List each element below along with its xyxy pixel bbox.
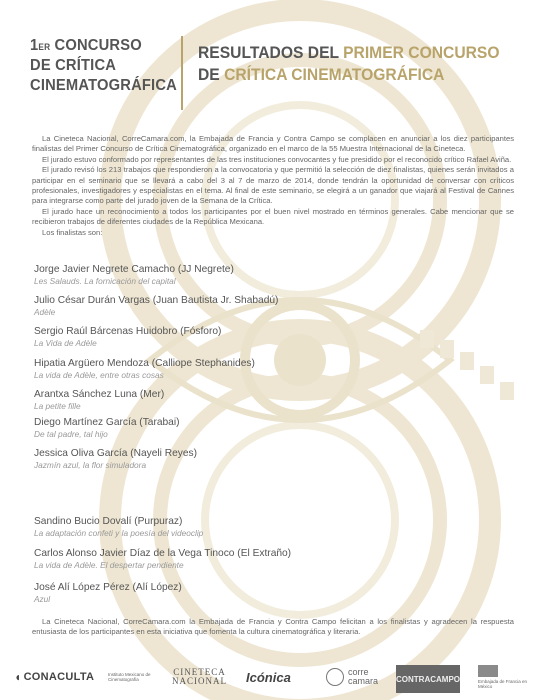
finalist-work-title: Azul [34, 594, 51, 604]
finalist-name: Diego Martínez García (Tarabai) [34, 417, 180, 428]
finalist-work-title: Jazmín azul, la flor simuladora [34, 460, 147, 470]
results-title [198, 42, 502, 86]
cineteca-logo [172, 660, 227, 694]
finalist-name: Carlos Alonso Javier Díaz de la Vega Tinoco (El Extraño) [34, 548, 292, 559]
results-title-line-1 [198, 42, 502, 64]
finalist-item [34, 448, 504, 470]
finalist-name: Julio César Durán Vargas (Juan Bautista Jr. Shabadú) [34, 295, 279, 306]
ordinal-number: 1 [30, 37, 39, 54]
iconica-logo-text: Icónica [246, 669, 291, 685]
finalist-name: Sergio Raúl Bárcenas Huidobro (Fósforo) [34, 326, 222, 337]
finalist-item [34, 417, 504, 439]
embajada-francia-logo-text: Embajada de Francia en México [478, 679, 528, 689]
embassy-emblem-icon [478, 665, 498, 677]
finalist-name: Hipatia Argüero Mendoza (Calliope Stephanides) [34, 358, 255, 369]
results-title-line-2 [198, 64, 502, 86]
intro-paragraph: El jurado estuvo conformado por representantes de las tres instituciones convocantes y fue presidido por el reconocido crítico Rafael Aviña. [42, 154, 512, 164]
correcamara-logo-line-1: corre [348, 667, 369, 677]
finalist-name: José Alí López Pérez (Alí López) [34, 582, 182, 593]
finalist-work-title: La Vida de Adèle [34, 338, 97, 348]
contracampo-logo [396, 665, 460, 693]
finalist-item [34, 548, 504, 570]
embajada-francia-logo [478, 660, 530, 694]
contest-title-line-1 [30, 36, 168, 56]
correcamara-logo [326, 660, 378, 694]
finalist-item [34, 295, 504, 317]
header-divider [181, 36, 183, 110]
intro-text [32, 134, 514, 238]
finalist-item [34, 389, 504, 411]
contest-title-line-2: DE CRÍTICA [30, 57, 117, 74]
conaculta-mark-icon: ◖ [14, 670, 22, 684]
results-title-accent-1: PRIMER CONCURSO [343, 43, 500, 62]
finalist-work-title: De tal padre, tal hijo [34, 429, 108, 439]
cineteca-logo-line-1: CINETECA [173, 667, 226, 677]
imcine-logo [108, 660, 156, 694]
imcine-logo-text: Instituto Mexicano de Cinematografía [108, 672, 151, 682]
sponsor-logos [14, 660, 530, 694]
correcamara-logo-line-2: camara [348, 676, 379, 686]
finalist-item [34, 264, 504, 286]
finalist-work-title: Les Salauds. La fornicación del capital [34, 276, 176, 286]
finalist-item [34, 516, 504, 538]
closing-text [32, 617, 514, 638]
finalist-item [34, 358, 504, 380]
contest-title-line-3: CINEMATOGRÁFICA [30, 77, 177, 94]
intro-paragraph: La Cineteca Nacional, CorreCamara.com, la Embajada de Francia y Contra Campo se complacen en anunciar a los diez participantes finalistas del Primer Concurso de Crítica Cinematográfica, organizado en el marco de la 55 Muestra Internacional de la Cineteca. [32, 134, 514, 154]
closing-paragraph: La Cineteca Nacional, CorreCamara.com la Embajada de Francia y Contra Campo felicitan a los finalistas y agradecen la respuesta entusiasta de los participantes en esta iniciativa que fomenta la cultura cinematográfica y literaria. [32, 617, 514, 637]
finalist-name: Sandino Bucio Dovalí (Purpuraz) [34, 516, 183, 527]
results-title-accent-2: CRÍTICA CINEMATOGRÁFICA [224, 65, 445, 84]
results-title-plain-2: DE [198, 65, 225, 84]
finalist-item [34, 582, 504, 604]
conaculta-logo [14, 660, 94, 694]
ordinal-superscript: ER [38, 42, 51, 52]
finalist-item [34, 326, 504, 348]
finalist-work-title: La adaptación confeti y la poesía del videoclip [34, 528, 204, 538]
finalist-work-title: Adèle [34, 307, 56, 317]
iconica-logo [246, 660, 291, 694]
finalist-name: Jessica Oliva García (Nayeli Reyes) [34, 448, 198, 459]
finalists-intro: Los finalistas son: [42, 227, 103, 237]
cineteca-logo-line-2: NACIONAL [172, 676, 227, 686]
intro-paragraph: El jurado hace un reconocimiento a todos los participantes por el buen nivel mostrado en términos generales. Cabe mencionar que se recibieron trabajos de diferentes ciudades de la República Mexicana. [32, 206, 514, 227]
correcamara-logo-text [348, 668, 378, 686]
finalist-name: Arantxa Sánchez Luna (Mer) [34, 389, 165, 400]
finalist-work-title: La vida de Adèle. El despertar pendiente [34, 560, 184, 570]
results-title-plain-1: RESULTADOS DEL [198, 43, 344, 62]
correcamara-circle-icon [326, 668, 344, 686]
contracampo-logo-text: CONTRACAMPO [396, 674, 460, 684]
finalist-work-title: La vida de Adèle, entre otras cosas [34, 370, 164, 380]
intro-paragraph: El jurado revisó los 213 trabajos que respondieron a la convocatoria y que permitió la selección de diez finalistas, quienes serán invitados a participar en el seminario que se llevará a cabo del 3 al 7 de marzo de 2014, donde tendrán la oportunidad de conversar con críticos profesionales, investigadores y especialistas en el tema. Al final de este seminario, se elegirá a un ganador que viajará al Festival de Cannes para integrarse como parte del jurado joven de la Semana de la Crítica. [32, 165, 514, 206]
contest-title [30, 36, 177, 96]
finalist-name: Jorge Javier Negrete Camacho (JJ Negrete) [34, 264, 234, 275]
contest-title-word: CONCURSO [50, 37, 142, 54]
conaculta-logo-text: CONACULTA [23, 671, 95, 683]
finalist-work-title: La petite fille [34, 401, 81, 411]
